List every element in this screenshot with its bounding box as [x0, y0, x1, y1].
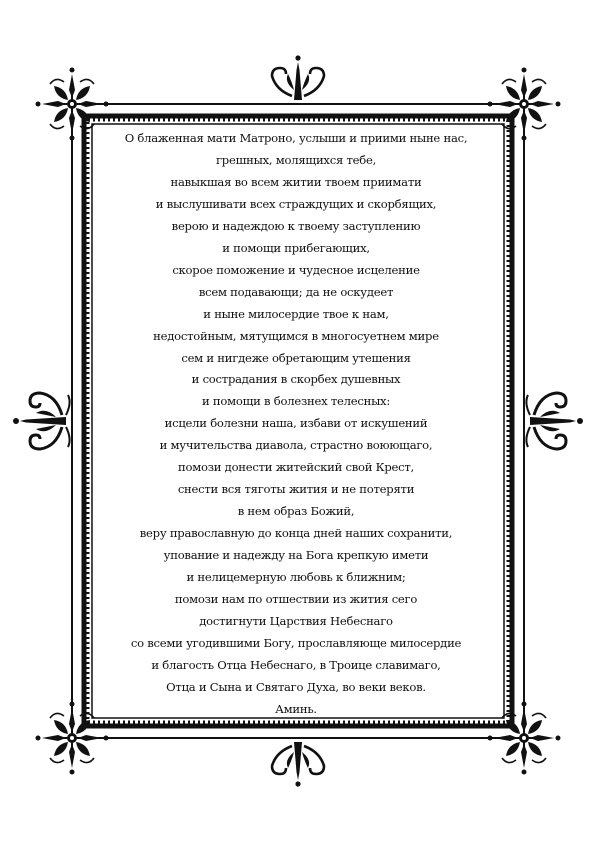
prayer-line: всем подавающи; да не оскудеет — [198, 284, 394, 299]
prayer-line: О блаженная мати Матроно, услыши и приими ныне нас, — [124, 131, 468, 145]
prayer-text — [96, 128, 496, 721]
side-ornament-right — [526, 393, 583, 449]
prayer-line: и мучительства диавола, страстно воюющаго, — [159, 438, 433, 453]
prayer-line: веру православную до конца дней наших сохранити, — [139, 526, 453, 541]
prayer-line: достигнути Царствия Небеснаго — [199, 613, 393, 628]
prayer-line: в нем образ Божий, — [237, 504, 355, 519]
prayer-line: и ныне милосердие твое к нам, — [203, 306, 389, 321]
prayer-line: и сострадания в скорбех душевных — [191, 372, 401, 387]
prayer-line: и выслушивати всех страждущих и скорбящих, — [155, 196, 437, 211]
prayer-line: и помощи прибегающих, — [222, 240, 370, 255]
prayer-line: снести вся тяготы жития и не потеряти — [177, 482, 415, 497]
bottom-ornament — [272, 742, 324, 787]
prayer-line: упование и надежду на Бога крепкую имети — [163, 548, 429, 563]
prayer-line: Аминь. — [275, 701, 317, 716]
prayer-line: помози донести житейский свой Крест, — [177, 460, 414, 475]
corner-ornament-top-right — [488, 68, 561, 141]
corner-ornament-bottom-right — [488, 702, 561, 775]
prayer-line: со всеми угодившими Богу, прославляюще милосердие — [130, 635, 462, 650]
prayer-line: Отца и Сына и Святаго Духа, во веки веков. — [166, 679, 426, 694]
prayer-line: верою и надеждою к твоему заступлению — [171, 218, 421, 233]
top-ornament — [272, 55, 324, 100]
prayer-line: и помощи в болезнех телесных: — [202, 394, 390, 409]
prayer-line: и нелицемерную любовь к ближним; — [186, 570, 406, 585]
prayer-line: исцели болезни наша, избави от искушений — [164, 416, 428, 431]
prayer-line: недостойным, мятущимся в многосуетнем мире — [153, 328, 439, 343]
prayer-line: и благость Отца Небеснаго, в Троице славимаго, — [151, 657, 441, 672]
side-ornament-left — [13, 393, 70, 449]
prayer-line: грешных, молящихся тебе, — [215, 152, 376, 167]
prayer-line: помози нам по отшествии из жития сего — [174, 592, 418, 607]
prayer-line: скорое поможение и чудесное исцеление — [172, 262, 420, 277]
prayer-line: навыкшая во всем житии твоем приимати — [170, 174, 422, 189]
prayer-line: сем и нигдеже обретающим утешения — [181, 350, 411, 365]
